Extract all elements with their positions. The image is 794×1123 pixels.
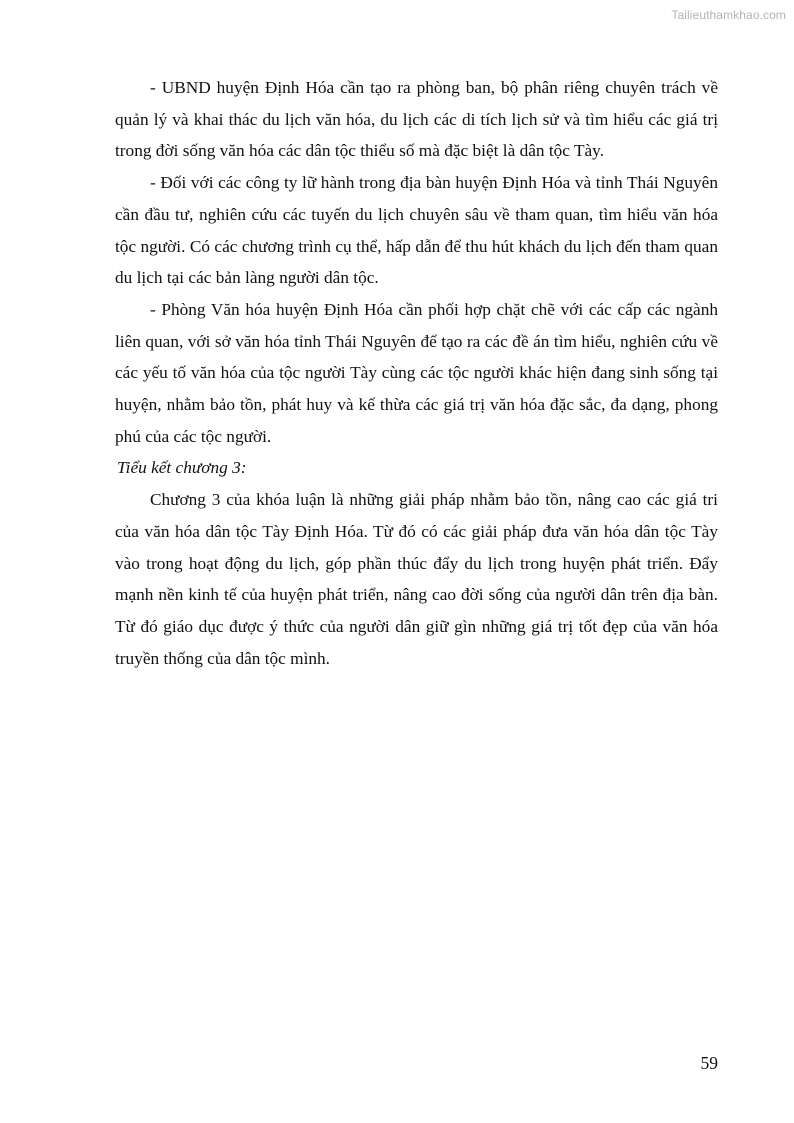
chapter-summary-paragraph: Chương 3 của khóa luận là những giải pháp nhằm bảo tồn, nâng cao các giá tri của văn hóa dân tộc Tày Định Hóa. Từ đó có các giải pháp đưa văn hóa dân tộc Tày vào trong hoạt động du lịch, góp phần thúc đẩy du lịch trong huyện phát triển. Đẩy mạnh nền kinh tế của huyện phát triển, nâng cao đời sống của người dân trên địa bàn. Từ đó giáo dục được ý thức của người dân giữ gìn những giá trị tốt đẹp của văn hóa truyền thống của dân tộc mình. [115,490,718,668]
document-body [115,72,718,674]
chapter-summary-heading: Tiểu kết chương 3: [117,458,247,478]
paragraph-ubnd: - UBND huyện Định Hóa cần tạo ra phòng ban, bộ phân riêng chuyên trách về quản lý và khai thác du lịch văn hóa, du lịch các di tích lịch sử và tìm hiểu các giá trị trong đời sống văn hóa các dân tộc thiểu số mà đặc biệt là dân tộc Tày. [115,78,718,161]
watermark-text: Tailieuthamkhao.com [671,8,786,22]
page-number: 59 [700,1053,718,1073]
paragraph-culture-office: - Phòng Văn hóa huyện Định Hóa cần phối hợp chặt chẽ với các cấp các ngành liên quan, với sở văn hóa tỉnh Thái Nguyên để tạo ra các đề án tìm hiểu, nghiên cứu về các yếu tố văn hóa của tộc người Tày cùng các tộc người khác hiện đang sinh sống tại huyện, nhằm bảo tồn, phát huy và kế thừa các giá trị văn hóa đặc sắc, đa dạng, phong phú của các tộc người. [115,299,718,446]
paragraph-travel-companies: - Đối với các công ty lữ hành trong địa bàn huyện Định Hóa và tỉnh Thái Nguyên cần đầu tư, nghiên cứu các tuyến du lịch chuyên sâu về tham quan, tìm hiểu văn hóa tộc người. Có các chương trình cụ thể, hấp dẫn để thu hút khách du lịch đến tham quan du lịch tại các bản làng người dân tộc. [115,173,718,288]
